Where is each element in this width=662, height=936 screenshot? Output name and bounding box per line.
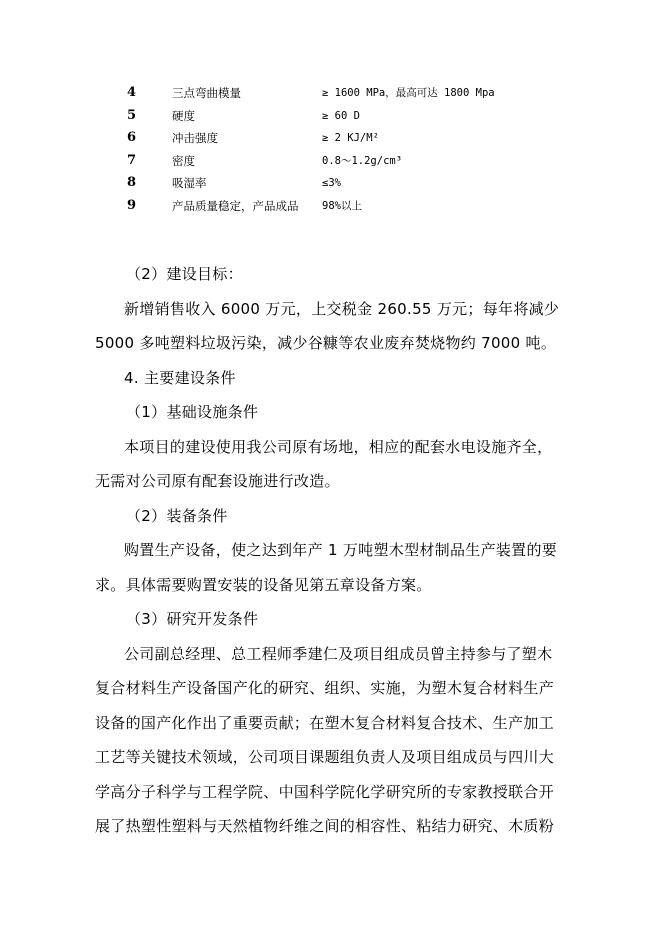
paragraph-line: 求。具体需要购置安装的设备见第五章设备方案。 [95, 575, 432, 594]
subsection-heading-equipment: （2）装备条件 [126, 506, 228, 525]
subsection-heading-infrastructure: （1）基础设施条件 [126, 403, 259, 421]
paragraph-line: 购置生产设备，使之达到年产 1 万吨塑木型材制品生产装置的要 [124, 541, 558, 559]
paragraph-line: 无需对公司原有配套设施进行改造。 [95, 472, 340, 490]
spec-row-item: 冲击强度 [172, 131, 218, 145]
paragraph-line: 复合材料生产设备国产化的研究、组织、实施，为塑木复合材料生产 [95, 679, 555, 697]
spec-row [0, 150, 662, 173]
spec-row-number: 9 [127, 197, 137, 213]
spec-row-number: 4 [127, 85, 137, 100]
spec-row-value: ≥ 2 KJ/M² [322, 132, 379, 144]
spec-row-item: 密度 [172, 153, 195, 168]
spec-row-item: 硬度 [172, 108, 195, 123]
section-heading-conditions: 4. 主要建设条件 [124, 368, 236, 387]
paragraph-line: 新增销售收入 6000 万元，上交税金 260.55 万元；每年将减少 [124, 299, 560, 318]
spec-row-item: 三点弯曲模量 [172, 86, 241, 100]
paragraph-line: 本项目的建设使用我公司原有场地，相应的配套水电设施齐全， [124, 437, 553, 456]
spec-row [0, 105, 662, 128]
spec-row-item: 产品质量稳定，产品成品 [172, 198, 299, 213]
paragraph-line: 学高分子科学与工程学院、中国科学院化学研究所的专家教授联合开 [95, 782, 555, 801]
spec-row [0, 127, 662, 150]
spec-row-value: ≥ 60 D [322, 109, 360, 122]
paragraph-line: 5000 多吨塑料垃圾污染，减少谷糠等农业废弃焚烧物约 7000 吨。 [95, 334, 557, 352]
section-heading-goals: （2）建设目标： [126, 265, 243, 283]
spec-row-number: 5 [127, 107, 137, 123]
spec-table [0, 82, 662, 217]
paragraph-line: 工艺等关键技术领域，公司项目课题组负责人及项目组成员与四川大 [95, 748, 555, 766]
spec-row-number: 7 [127, 152, 137, 168]
spec-row-value: ≤3% [322, 177, 341, 189]
spec-row-value: 0.8～1.2g/cm³ [322, 154, 403, 167]
spec-row [0, 82, 662, 105]
document-body [95, 257, 560, 844]
paragraph-line: 设备的国产化作出了重要贡献；在塑木复合材料复合技术、生产加工 [95, 713, 555, 732]
spec-row [0, 195, 662, 218]
paragraph-line: 展了热塑性塑料与天然植物纤维之间的相容性、粘结力研究、木质粉 [95, 817, 555, 835]
spec-row-item: 吸湿率 [172, 176, 207, 190]
spec-row [0, 172, 662, 195]
spec-row-number: 8 [127, 175, 137, 190]
subsection-heading-rd: （3）研究开发条件 [126, 610, 259, 628]
spec-row-number: 6 [127, 130, 137, 145]
paragraph-line: 公司副总经理、总工程师季建仁及项目组成员曾主持参与了塑木 [124, 644, 553, 663]
spec-row-value: ≥ 1600 MPa，最高可达 1800 Mpa [322, 87, 495, 99]
spec-row-value: 98%以上 [322, 199, 362, 212]
